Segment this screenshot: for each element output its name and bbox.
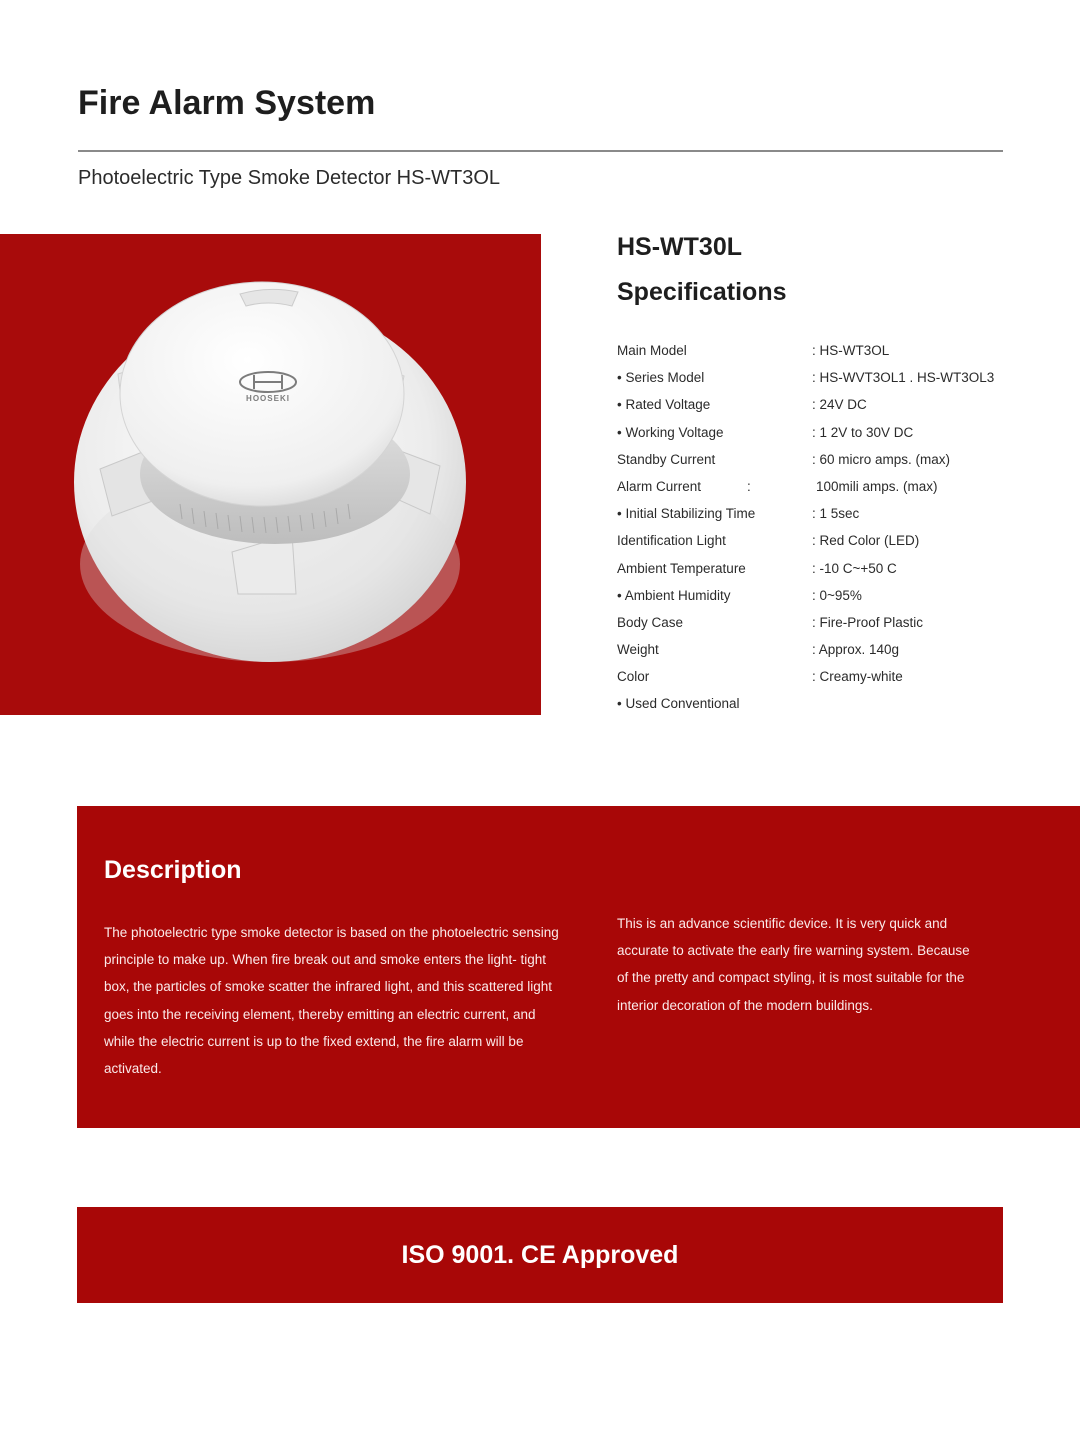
page-title: Fire Alarm System (78, 84, 376, 122)
svg-text:HOOSEKI: HOOSEKI (246, 394, 290, 403)
spec-label: Identification Light (617, 533, 726, 549)
spec-label: Ambient Temperature (617, 560, 746, 576)
spec-list (617, 341, 1037, 722)
description-section (77, 806, 1080, 1128)
spec-row (617, 477, 1037, 504)
spec-row (617, 341, 1037, 368)
spec-value: : 1 5sec (812, 506, 860, 522)
spec-value: : Approx. 140g (812, 642, 900, 658)
spec-label: Color (617, 669, 650, 685)
spec-value: : 1 2V to 30V DC (812, 424, 914, 440)
spec-value: : Fire-Proof Plastic (812, 614, 924, 630)
spec-model-title: HS-WT30L (617, 233, 742, 261)
spec-value: : HS-WVT3OL1 . HS-WT3OL3 (812, 370, 995, 386)
spec-row (617, 368, 1037, 395)
spec-value: : 60 micro amps. (max) (812, 451, 951, 467)
spec-value: : -10 C~+50 C (812, 560, 897, 576)
spec-value: : 24V DC (812, 397, 867, 413)
description-title: Description (104, 856, 242, 884)
spec-row (617, 531, 1037, 558)
certification-text: ISO 9001. CE Approved (401, 1240, 679, 1269)
spec-label: • Rated Voltage (617, 397, 711, 413)
spec-label: • Initial Stabilizing Time (617, 506, 756, 522)
smoke-detector-illustration (0, 234, 541, 715)
certification-banner (77, 1207, 1003, 1303)
page-subtitle: Photoelectric Type Smoke Detector HS-WT3OL (78, 167, 501, 189)
spec-heading: Specifications (617, 278, 787, 306)
spec-row (617, 450, 1037, 477)
spec-row (617, 395, 1037, 422)
spec-label: • Ambient Humidity (617, 587, 731, 603)
spec-label: Body Case (617, 614, 684, 630)
spec-row (617, 694, 1037, 721)
spec-colon: : (747, 478, 751, 494)
spec-label: Alarm Current (617, 478, 702, 494)
spec-value: : HS-WT3OL (812, 343, 890, 358)
spec-row (617, 667, 1037, 694)
spec-label: Weight (617, 642, 659, 658)
title-divider (78, 150, 1003, 152)
spec-row (617, 586, 1037, 613)
spec-label: Main Model (617, 343, 687, 358)
spec-label: • Used Conventional (617, 696, 740, 712)
description-text-1: The photoelectric type smoke detector is based on the photoelectric sensing principle to make up. When fire break out and smoke enters the light- tight box, the particles of smoke scatter the infrared light, and this scattered light goes into the receiving element, thereby emitting an electric current, and while the electric current is up to the fixed extend, the fire alarm will be activated. (104, 925, 559, 1077)
spec-row (617, 640, 1037, 667)
description-text-2: This is an advance scientific device. It is very quick and accurate to activate the early fire warning system. Because of the pretty and compact styling, it is most suitable for the interior decoration of the modern buildings. (617, 916, 970, 1013)
spec-label: Standby Current (617, 451, 716, 467)
spec-value: : Red Color (LED) (812, 533, 920, 549)
spec-value: : Creamy-white (812, 669, 903, 685)
spec-row (617, 559, 1037, 586)
spec-row (617, 613, 1037, 640)
spec-value: 100mili amps. (max) (816, 478, 938, 494)
spec-row (617, 504, 1037, 531)
spec-label: • Series Model (617, 370, 705, 386)
spec-label: • Working Voltage (617, 424, 724, 440)
spec-row (617, 423, 1037, 450)
spec-value: : 0~95% (812, 587, 862, 603)
product-photo (0, 234, 541, 715)
